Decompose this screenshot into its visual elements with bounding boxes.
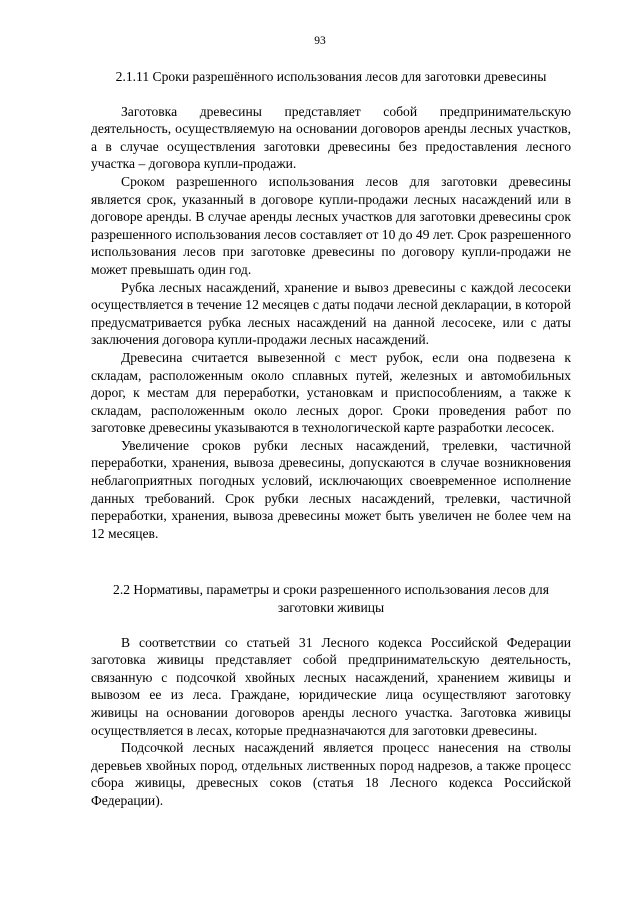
paragraph: Подсочкой лесных насаждений является процесс нанесения на стволы деревьев хвойных пород, отдельных лиственных пород надрезов, а также процесс сбора живицы, древесных соков (статья 18 Лесного кодекса Российской Федерации).	[91, 740, 571, 808]
section-heading-2-2: 2.2 Нормативы, параметры и сроки разрешенного использования лесов для заготовки живицы	[113, 582, 549, 616]
page-number: 93	[314, 35, 326, 47]
paragraph: Увеличение сроков рубки лесных насаждений, трелевки, частичной переработки, хранения, вывоза древесины, допускаются в случае возникновения неблагоприятных погодных условий, исключающих своевременное исполнение данных требований. Срок рубки лесных насаждений, трелевки, частичной переработки, хранения, вывоза древесины может быть увеличен не более чем на 12 месяцев.	[91, 437, 571, 541]
section-heading-2-1-11: 2.1.11 Сроки разрешённого использования лесов для заготовки древесины	[115, 69, 547, 84]
paragraph: Древесина считается вывезенной с мест рубок, если она подвезена к складам, расположенным около сплавных путей, железных и автомобильных дорог, к местам для переработки, установкам и приспособлениям, а также к складам, расположенным около лесных дорог. Сроки проведения работ по заготовке древесины указываются в технологической карте разработки лесосек.	[91, 349, 571, 436]
paragraph: Сроком разрешенного использования лесов для заготовки древесины является срок, указанный в договоре купли-продажи лесных насаждений или в договоре аренды. В случае аренды лесных участков для заготовки древесины срок разрешенного использования лесов составляет от 10 до 49 лет. Срок разрешенного использования лесов при заготовке древесины по договору купли-продажи не может превышать один год.	[91, 173, 572, 277]
paragraph: Рубка лесных насаждений, хранение и вывоз древесины с каждой лесосеки осуществляется в течение 12 месяцев с даты подачи лесной декларации, в которой предусматривается рубка лесных насаждений на данной лесосеке, или с даты заключения договора купли-продажи лесных насаждений.	[91, 279, 571, 348]
paragraph: В соответствии со статьей 31 Лесного кодекса Российской Федерации заготовка живицы представляет собой предпринимательскую деятельность, связанную с подсочкой хвойных лесных насаждений, хранением живицы и вывозом ее из леса. Граждане, юридические лица осуществляют заготовку живицы на основании договоров аренды лесного участка. Заготовка живицы осуществляется в лесах, которые предназначаются для заготовки древесины.	[91, 634, 571, 738]
document-body	[91, 68, 571, 810]
paragraph: Заготовка древесины представляет собой предпринимательскую деятельность, осуществляемую на основании договоров аренды лесных участков, а в случае осуществления заготовки древесины без предоставления лесного участка – договора купли-продажи.	[91, 103, 571, 172]
